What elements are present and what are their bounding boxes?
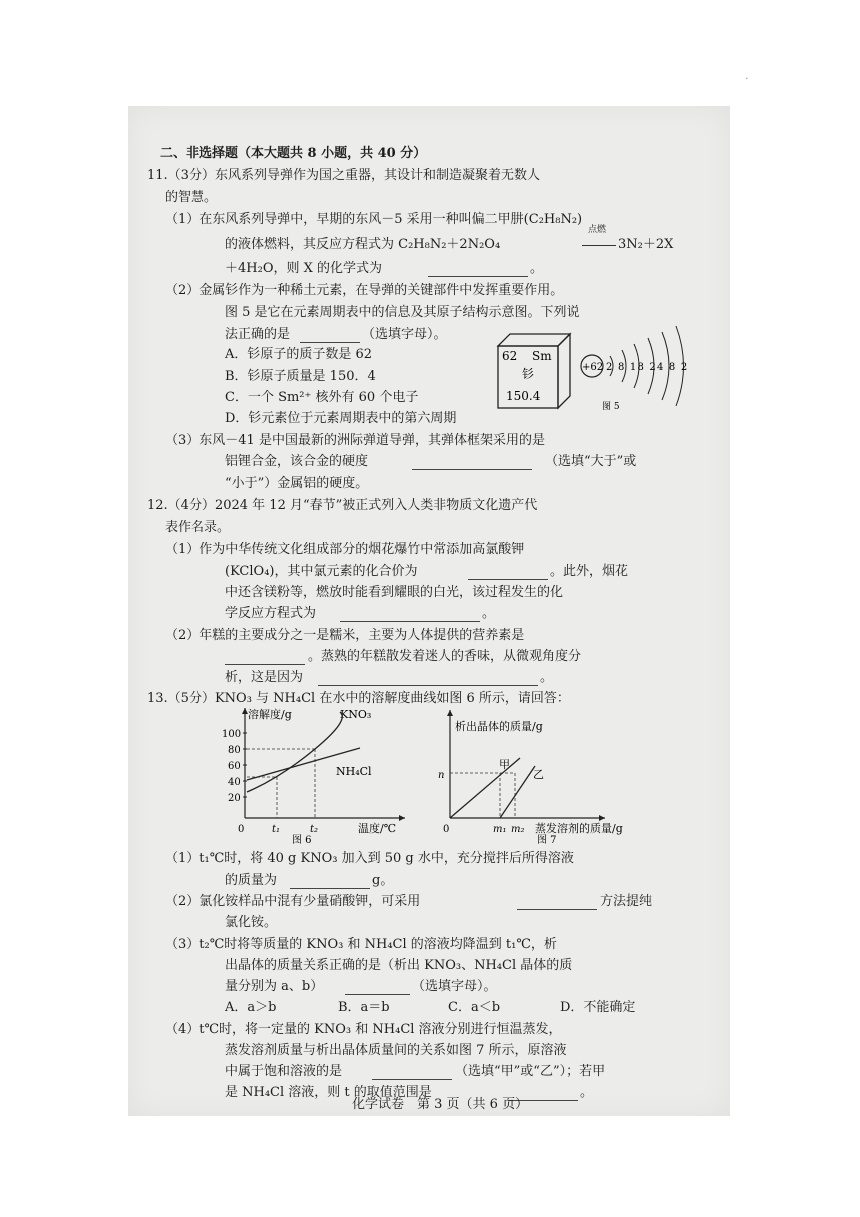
fig7-yi-label: 乙 bbox=[533, 768, 544, 781]
y-tick-80: 80 bbox=[228, 745, 241, 756]
answer-blank bbox=[340, 621, 480, 622]
fig7-jia-label: 甲 bbox=[499, 758, 510, 771]
q13-option-a: A．a＞b bbox=[225, 1000, 277, 1015]
q11-option-d: D．钐元素位于元素周期表中的第六周期 bbox=[225, 411, 457, 426]
figure-7 bbox=[435, 700, 670, 845]
q12-part1-line2: (KClO₄)，其中氯元素的化合价为 bbox=[225, 564, 418, 579]
figure-5-caption: 图 5 bbox=[602, 402, 620, 412]
fig6-x-label: 温度/℃ bbox=[358, 822, 397, 835]
q11-option-b: B．钐原子质量是 150．4 bbox=[225, 369, 376, 384]
atom-structure-diagram bbox=[581, 326, 688, 406]
q13-part1-line2-end: g。 bbox=[372, 873, 394, 888]
fig7-caption: 图 7 bbox=[537, 835, 557, 845]
fig6-series-kno3: KNO₃ bbox=[340, 708, 372, 721]
q13-part3-line3-end: （选填字母）。 bbox=[412, 979, 497, 994]
corner-mark: · bbox=[745, 72, 749, 85]
q13-part4-line3-end: （选填“甲”或“乙”）；若甲 bbox=[455, 1064, 606, 1079]
q13-part4-line3: 中属于饱和溶液的是 bbox=[225, 1064, 343, 1079]
fig6-y-ticks bbox=[222, 729, 247, 804]
q13-part4-line4-end: 。 bbox=[580, 1085, 594, 1100]
electron-shells: 2 8 18 24 8 2 bbox=[606, 362, 689, 373]
q12-part2-line1: （2）年糕的主要成分之一是糯米，主要为人体提供的营养素是 bbox=[165, 628, 525, 643]
q12-stem-line1: 12.（4分）2024 年 12 月“春节”被正式列入人类非物质文化遗产代 bbox=[147, 498, 538, 513]
page-footer: 化学试卷 第 3 页（共 6 页） bbox=[352, 1097, 529, 1112]
q13-part1-line2: 的质量为 bbox=[225, 873, 278, 888]
answer-blank bbox=[372, 1079, 452, 1080]
nuclear-charge: +62 bbox=[582, 362, 604, 373]
q12-part1-line4: 学反应方程式为 bbox=[225, 606, 317, 621]
q13-option-c: C．a＜b bbox=[448, 1000, 501, 1015]
q11-part1-line3: ＋4H₂O，则 X 的化学式为 bbox=[225, 261, 382, 276]
q13-option-b: B．a＝b bbox=[338, 1000, 390, 1015]
figure-6 bbox=[210, 700, 410, 845]
q11-part3-line3: “小于”）金属铝的硬度。 bbox=[225, 476, 369, 491]
q12-part2-line2: 。蒸熟的年糕散发着迷人的香味，从微观角度分 bbox=[308, 649, 582, 664]
fig7-m1: m₁ bbox=[493, 824, 507, 835]
reaction-condition: 点燃 bbox=[588, 225, 607, 235]
q12-part1-line3: 中还含镁粉等，燃放时能看到耀眼的白光，该过程发生的化 bbox=[225, 585, 564, 600]
section-header: 二、非选择题（本大题共 8 小题，共 40 分） bbox=[160, 146, 427, 161]
atomic-mass: 150.4 bbox=[506, 389, 541, 403]
q11-part3-line2: 铝锂合金，该合金的硬度 bbox=[225, 454, 369, 469]
q11-part2-line3: 法正确的是 bbox=[225, 327, 291, 342]
fig6-series-nh4cl: NH₄Cl bbox=[336, 765, 372, 778]
answer-blank bbox=[428, 276, 528, 277]
q13-part2-line2: 氯化铵。 bbox=[225, 915, 278, 930]
kno3-curve bbox=[247, 712, 342, 792]
q13-part2-line1: （2）氯化铵样品中混有少量硝酸钾，可采用 bbox=[165, 894, 421, 909]
q13-part3-line3: 量分别为 a、b） bbox=[225, 979, 324, 994]
q11-part3-line1: （3）东风－41 是中国最新的洲际弹道导弹，其弹体框架采用的是 bbox=[165, 433, 545, 448]
answer-blank bbox=[300, 342, 360, 343]
q12-part2-line3: 析，这是因为 bbox=[225, 670, 304, 685]
q11-part1-line3-end: 。 bbox=[530, 261, 544, 276]
fig6-y-label: 溶解度/g bbox=[248, 708, 292, 721]
q13-option-d: D．不能确定 bbox=[560, 1000, 636, 1015]
fig6-t1: t₁ bbox=[272, 824, 281, 835]
y-tick-40: 40 bbox=[228, 777, 241, 788]
y-tick-20: 20 bbox=[228, 793, 241, 804]
answer-blank bbox=[468, 579, 548, 580]
q11-part1-line1: （1）在东风系列导弹中，早期的东风－5 采用一种叫偏二甲肼(C₂H₈N₂) bbox=[165, 212, 583, 227]
q13-part2-line1-end: 方法提纯 bbox=[600, 894, 653, 909]
element-symbol: Sm bbox=[532, 349, 552, 363]
q13-stem: 13.（5分）KNO₃ 与 NH₄Cl 在水中的溶解度曲线如图 6 所示，请回答： bbox=[147, 691, 570, 706]
q13-part1-line1: （1）t₁℃时，将 40 g KNO₃ 加入到 50 g 水中，充分搅拌后所得溶液 bbox=[165, 851, 574, 866]
q11-part1-line2b: 3N₂＋2X bbox=[618, 237, 674, 252]
atomic-number: 62 bbox=[502, 349, 518, 363]
answer-blank bbox=[290, 888, 370, 889]
q13-part3-line2: 出晶体的质量关系正确的是（析出 KNO₃、NH₄Cl 晶体的质 bbox=[225, 958, 573, 973]
q12-stem-line2: 表作名录。 bbox=[165, 520, 231, 535]
element-name: 钐 bbox=[522, 367, 535, 381]
q11-option-c: C．一个 Sm²⁺ 核外有 60 个电子 bbox=[225, 390, 419, 405]
yi-line bbox=[500, 766, 535, 818]
figure-5 bbox=[492, 316, 692, 416]
y-tick-100: 100 bbox=[222, 729, 242, 740]
q11-part2-line3-end: （选填字母）。 bbox=[362, 327, 447, 342]
q11-option-a: A．钐原子的质子数是 62 bbox=[225, 347, 373, 362]
fig6-caption: 图 6 bbox=[292, 835, 312, 845]
q13-part4-line2: 蒸发溶剂质量与析出晶体质量间的关系如图 7 所示，原溶液 bbox=[225, 1043, 567, 1058]
element-box bbox=[498, 334, 570, 408]
reaction-arrow bbox=[582, 245, 616, 246]
fig7-m2: m₂ bbox=[511, 824, 525, 835]
answer-blank bbox=[412, 469, 532, 470]
q11-part1-line2a: 的液体燃料，其反应方程式为 C₂H₈N₂＋2N₂O₄ bbox=[225, 237, 501, 252]
q12-part2-line3-end: 。 bbox=[540, 670, 554, 685]
q11-stem-line1: 11.（3分）东风系列导弹作为国之重器，其设计和制造凝聚着无数人 bbox=[147, 168, 540, 183]
q11-part3-line2-end: （选填“大于”或 bbox=[545, 454, 637, 469]
answer-blank bbox=[345, 994, 410, 995]
answer-blank bbox=[517, 909, 597, 910]
answer-blank bbox=[318, 685, 538, 686]
q12-part1-line1: （1）作为中华传统文化组成部分的烟花爆竹中常添加高氯酸钾 bbox=[165, 542, 525, 557]
fig6-origin: 0 bbox=[238, 824, 245, 835]
fig6-t2: t₂ bbox=[310, 824, 319, 835]
q13-part4-line1: （4）t℃时，将一定量的 KNO₃ 和 NH₄Cl 溶液分别进行恒温蒸发， bbox=[165, 1022, 562, 1037]
fig7-y-label: 析出晶体的质量/g bbox=[455, 720, 543, 733]
q12-part1-line4-end: 。 bbox=[482, 606, 496, 621]
answer-blank bbox=[225, 664, 305, 665]
q12-part1-line2-end: 。此外，烟花 bbox=[550, 564, 629, 579]
q13-part3-line1: （3）t₂℃时将等质量的 KNO₃ 和 NH₄Cl 的溶液均降温到 t₁℃，析 bbox=[165, 937, 557, 952]
q13-part4-line4: 是 NH₄Cl 溶液，则 t 的取值范围是 bbox=[225, 1085, 432, 1100]
fig7-x-label: 蒸发溶剂的质量/g bbox=[535, 822, 623, 835]
fig7-origin: 0 bbox=[443, 824, 450, 835]
q11-part2-line1: （2）金属钐作为一种稀土元素，在导弹的关键部件中发挥重要作用。 bbox=[165, 283, 564, 298]
y-tick-60: 60 bbox=[228, 761, 241, 772]
fig7-n: n bbox=[438, 770, 445, 781]
q11-part2-line2: 图 5 是它在元素周期表中的信息及其原子结构示意图。下列说 bbox=[225, 305, 580, 320]
q11-stem-line2: 的智慧。 bbox=[165, 190, 218, 205]
